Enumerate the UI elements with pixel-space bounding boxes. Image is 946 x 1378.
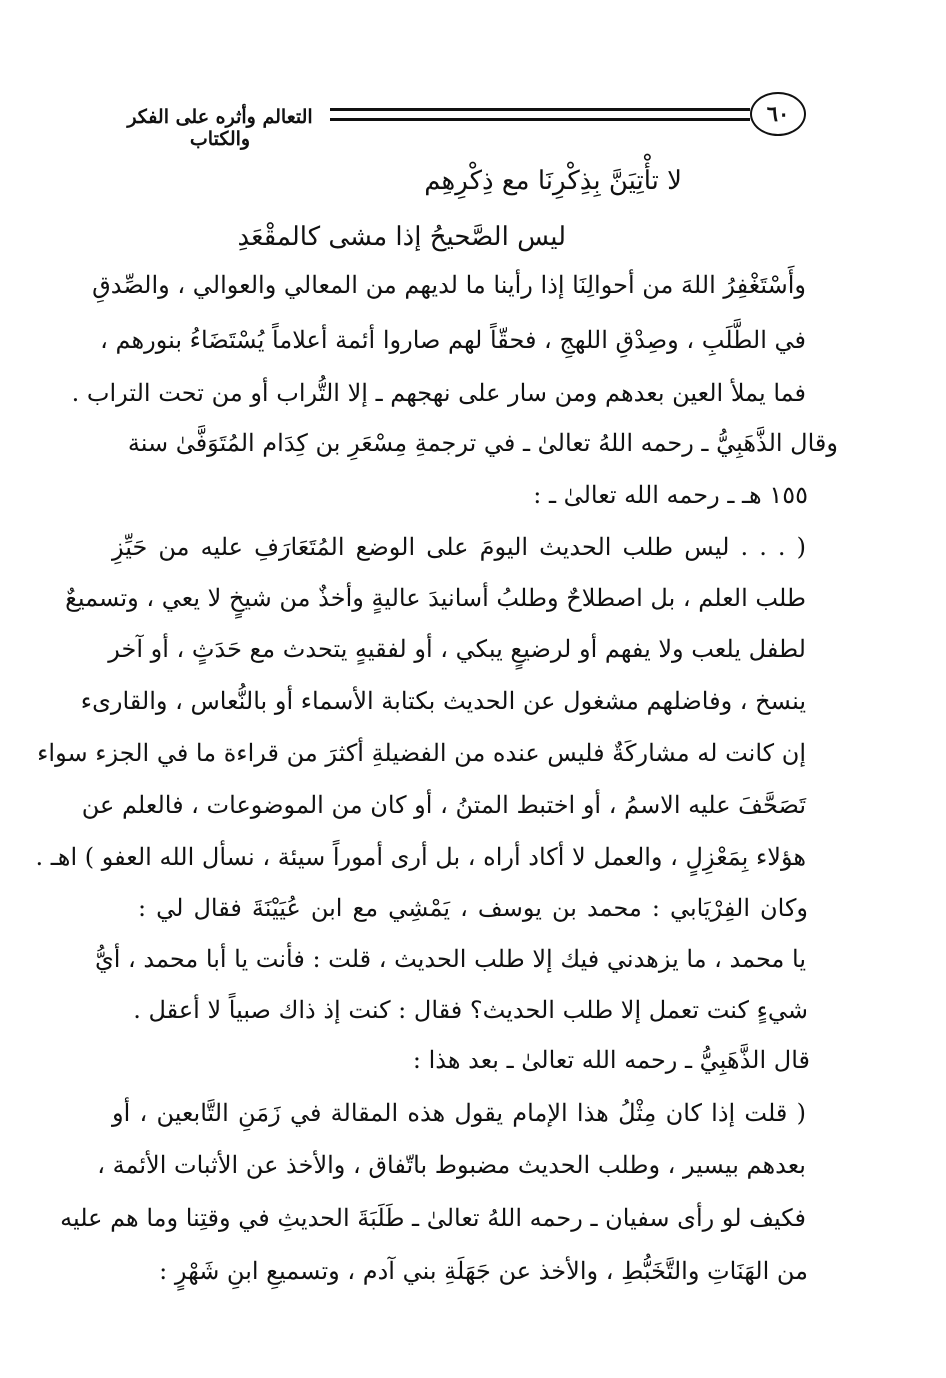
page-number: ٦٠ — [750, 92, 806, 136]
text-line-7: طلب العلم ، بل اصطلاحٌ وطلبُ أسانيدَ عاليةٍ وأخذٌ من شيخٍ لا يعي ، وتسميعٌ — [65, 584, 806, 612]
header-rule-top — [330, 108, 750, 111]
text-line-6: ( . . . ليس طلب الحديث اليومَ على الوضع المُتَعَارَفِ عليه من حَيِّزِ — [112, 533, 806, 561]
text-line-19: فكيف لو رأى سفيان ـ رحمه اللهُ تعالىٰ ـ طَلَبَةَ الحديثِ في وقتِنا وما هم عليه — [60, 1204, 806, 1232]
poem-verse-1: لا تأْتِيَنَّ بِذِكْرِنَا مع ذِكْرِهِم — [424, 166, 682, 196]
book-title: التعالم وأثره على الفكر والكتاب — [127, 106, 313, 150]
text-line-2: في الطَّلَبِ ، وصِدْقِ اللهجِ ، فحقّاً لهم صاروا أئمة أعلاماً يُسْتَضَاءُ بنورهم ، — [100, 326, 806, 354]
text-line-8: لطفل يلعب ولا يفهم أو لرضيعٍ يبكي ، أو لفقيهٍ يتحدث مع حَدَثٍ ، أو آخر — [108, 635, 806, 663]
text-line-12: هؤلاء بِمَعْزِلٍ ، والعمل لا أكاد أراه ، بل أرى أموراً سيئة ، نسأل الله العفو ) اهـ . — [35, 843, 806, 871]
text-line-20: من الهَنَاتِ والتَّخَبُّطِ ، والأخذ عن جَهَلَةِ بني آدم ، وتسميعِ ابنِ شَهْرٍ : — [159, 1257, 808, 1285]
text-line-10: إن كانت له مشاركَةٌ فليس عنده من الفضيلةِ أكثرَ من قراءة ما في الجزء سواء — [37, 739, 806, 767]
text-line-9: ينسخ ، وفاضلهم مشغول عن الحديث بكتابة الأسماء أو بالنُّعاس ، والقارىء — [80, 687, 806, 715]
poem-verse-2: ليس الصَّحيحُ إذا مشى كالمقْعَدِ — [237, 222, 566, 252]
text-line-17: ( قلت إذا كان مِثْلُ هذا الإمام يقول هذه المقالة في زَمَنِ التَّابعين ، أو — [112, 1099, 806, 1127]
header-rule-bottom — [330, 118, 750, 121]
text-line-18: بعدهم بيسير ، وطلب الحديث مضبوط باتّفاق ، والأخذ عن الأثبات الأئمة ، — [97, 1151, 806, 1179]
text-line-13: وكان الفِرْيَابي : محمد بن يوسف ، يَمْشِي مع ابن عُيَيْنَةَ فقال لي : — [138, 894, 808, 922]
text-line-5: ١٥٥ هـ ـ رحمه الله تعالىٰ ـ : — [533, 481, 808, 509]
text-line-1: وأَسْتَغْفِرُ اللهَ من أحوالِنَا إذا رأينا ما لديهم من المعالي والعوالي ، والصِّدقِ — [92, 271, 806, 299]
text-line-11: تَصَحَّفَ عليه الاسمُ ، أو اختبط المتنُ ، أو كان من الموضوعات ، فالعلم عن — [81, 791, 806, 819]
text-line-3: فما يملأ العين بعدهم ومن سار على نهجهم ـ إلا التُّراب أو من تحت التراب . — [71, 379, 806, 407]
text-line-16: قال الذَّهَبِيُّ ـ رحمه الله تعالىٰ ـ بعد هذا : — [412, 1046, 810, 1074]
text-line-15: شيءٍ كنت تعمل إلا طلب الحديث؟ فقال : كنت إذ ذاك صبياً لا أعقل . — [133, 996, 808, 1024]
text-line-4: وقال الذَّهَبِيُّ ـ رحمه اللهُ تعالىٰ ـ في ترجمةِ مِسْعَرِ بن كِدَام المُتَوَفَّىٰ سنة — [127, 429, 838, 457]
text-line-14: يا محمد ، ما يزهدني فيك إلا طلب الحديث ، قلت : فأنت يا أبا محمد ، أيُّ — [94, 945, 806, 973]
